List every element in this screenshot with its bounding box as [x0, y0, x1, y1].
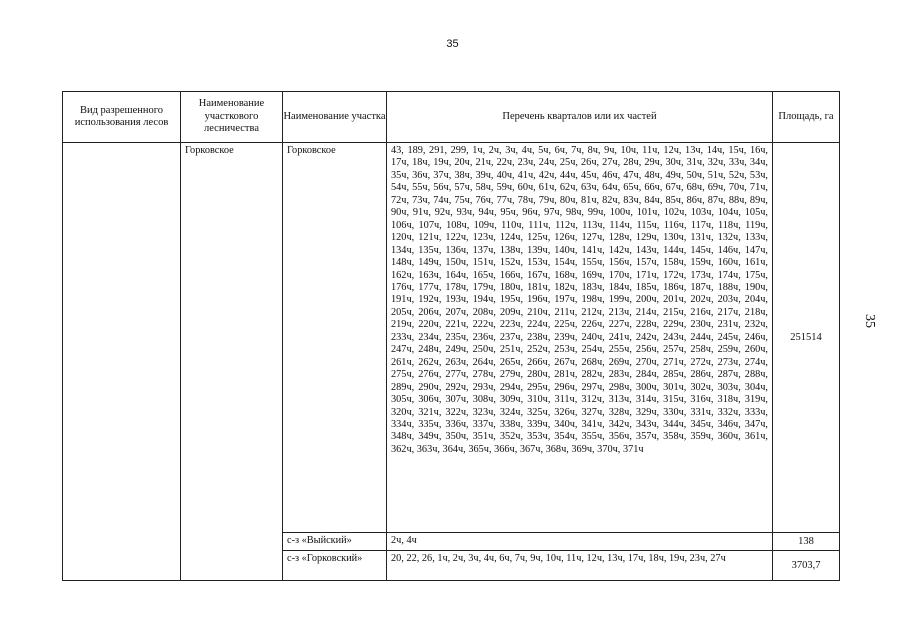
site-cell: с-з «Горковский»	[283, 551, 387, 581]
quarters-cell: 43, 189, 291, 299, 1ч, 2ч, 3ч, 4ч, 5ч, 6ч, 7ч, 8ч, 9ч, 10ч, 11ч, 12ч, 13ч, 14ч, 15ч, 16ч, 17ч, 18ч, 19ч, 20ч, 21ч, 22ч, 23ч, 24ч, 25ч, 26ч, 27ч, 28ч, 29ч, 30ч, 31ч, 32ч, 33ч, 34ч, 35ч, 36ч, 37ч, 38ч, 39ч, 40ч, 41ч, 42ч, 44ч, 45ч, 46ч, 47ч, 48ч, 49ч, 50ч, 51ч, 52ч, 53ч, 54ч, 55ч, 56ч, 57ч, 58ч, 59ч, 60ч, 61ч, 62ч, 63ч, 64ч, 65ч, 66ч, 67ч, 68ч, 69ч, 70ч, 71ч, 72ч, 73ч, 74ч, 75ч, 76ч, 77ч, 78ч, 79ч, 80ч, 81ч, 82ч, 83ч, 84ч, 85ч, 86ч, 87ч, 88ч, 89ч, 90ч, 91ч, 92ч, 93ч, 94ч, 95ч, 96ч, 97ч, 98ч, 99ч, 100ч, 101ч, 102ч, 103ч, 104ч, 105ч, 106ч, 107ч, 108ч, 109ч, 110ч, 111ч, 112ч, 113ч, 114ч, 115ч, 116ч, 117ч, 118ч, 119ч, 120ч, 121ч, 122ч, 123ч, 124ч, 125ч, 126ч, 127ч, 128ч, 129ч, 130ч, 131ч, 132ч, 133ч, 134ч, 135ч, 136ч, 137ч, 138ч, 139ч, 140ч, 141ч, 142ч, 143ч, 144ч, 145ч, 146ч, 147ч, 148ч, 149ч, 150ч, 151ч, 152ч, 153ч, 154ч, 155ч, 156ч, 157ч, 158ч, 159ч, 160ч, 161ч, 162ч, 163ч, 164ч, 165ч, 166ч, 167ч, 168ч, 169ч, 170ч, 171ч, 172ч, 173ч, 174ч, 175ч, 176ч, 177ч, 178ч, 179ч, 180ч, 181ч, 182ч, 183ч, 184ч, 185ч, 186ч, 187ч, 188ч, 190ч, 191ч, 192ч, 193ч, 194ч, 195ч, 196ч, 197ч, 198ч, 199ч, 200ч, 201ч, 202ч, 203ч, 204ч, 205ч, 206ч, 207ч, 208ч, 209ч, 210ч, 211ч, 212ч, 213ч, 214ч, 215ч, 216ч, 217ч, 218ч, 219ч, 220ч, 221ч, 222ч, 223ч, 224ч, 225ч, 226ч, 227ч, 228ч, 229ч, 230ч, 231ч, 232ч, 233ч, 234ч, 235ч, 236ч, 237ч, 238ч, 239ч, 240ч, 241ч, 242ч, 243ч, 244ч, 245ч, 246ч, 247ч, 248ч, 249ч, 250ч, 251ч, 252ч, 253ч, 254ч, 255ч, 256ч, 257ч, 258ч, 259ч, 260ч, 261ч, 262ч, 263ч, 264ч, 265ч, 266ч, 267ч, 268ч, 269ч, 270ч, 271ч, 272ч, 273ч, 274ч, 275ч, 276ч, 277ч, 278ч, 279ч, 280ч, 281ч, 282ч, 283ч, 284ч, 285ч, 286ч, 287ч, 288ч, 289ч, 290ч, 292ч, 293ч, 294ч, 295ч, 296ч, 297ч, 298ч, 300ч, 301ч, 302ч, 303ч, 304ч, 305ч, 306ч, 307ч, 308ч, 309ч, 310ч, 311ч, 312ч, 313ч, 314ч, 315ч, 316ч, 318ч, 319ч, 320ч, 321ч, 322ч, 323ч, 324ч, 325ч, 326ч, 327ч, 328ч, 329ч, 330ч, 331ч, 332ч, 333ч, 334ч, 335ч, 336ч, 337ч, 338ч, 339ч, 340ч, 341ч, 342ч, 343ч, 344ч, 345ч, 346ч, 347ч, 348ч, 349ч, 350ч, 351ч, 352ч, 353ч, 354ч, 355ч, 356ч, 357ч, 358ч, 359ч, 360ч, 361ч, 362ч, 363ч, 364ч, 365ч, 366ч, 367ч, 368ч, 369ч, 370ч, 371ч	[387, 143, 773, 533]
use-type-cell	[63, 143, 181, 581]
area-cell: 3703,7	[773, 551, 840, 581]
forest-quarters-table	[62, 91, 840, 581]
forestry-cell: Горковское	[181, 143, 283, 581]
site-cell: с-з «Выйский»	[283, 533, 387, 551]
page-number-side: 35	[862, 314, 877, 328]
table-row	[63, 143, 840, 533]
header-forestry: Наименование участкового лесничества	[181, 92, 283, 143]
site-cell: Горковское	[283, 143, 387, 533]
header-use-type: Вид разрешенного использования лесов	[63, 92, 181, 143]
header-quarters: Перечень кварталов или их частей	[387, 92, 773, 143]
area-cell: 138	[773, 533, 840, 551]
page-number-top: 35	[446, 38, 459, 50]
header-area: Площадь, га	[773, 92, 840, 143]
table-header-row	[63, 92, 840, 143]
quarters-cell: 2ч, 4ч	[387, 533, 773, 551]
quarters-cell: 20, 22, 26, 1ч, 2ч, 3ч, 4ч, 6ч, 7ч, 9ч, 10ч, 11ч, 12ч, 13ч, 17ч, 18ч, 19ч, 23ч, 27ч	[387, 551, 773, 581]
area-cell: 251514	[773, 143, 840, 533]
header-site: Наименование участка	[283, 92, 387, 143]
